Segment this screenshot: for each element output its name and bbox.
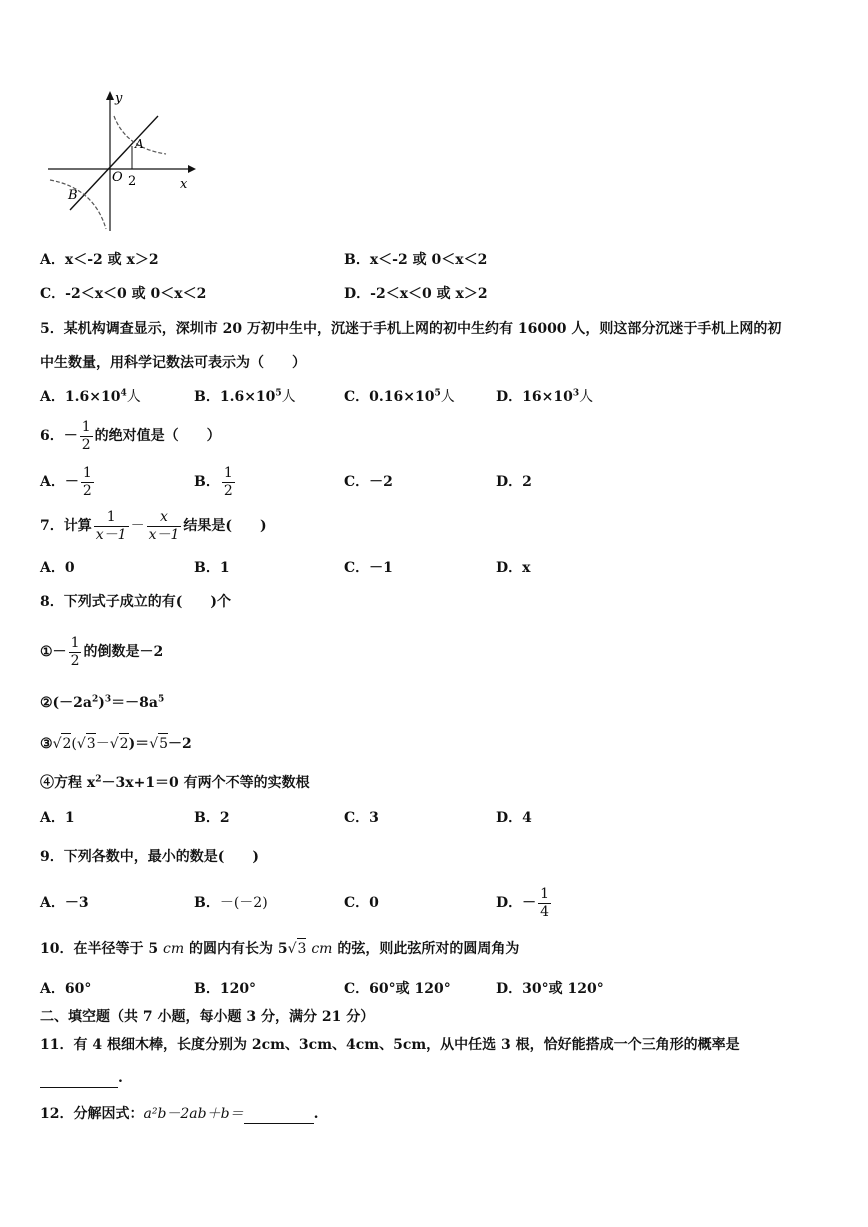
q4-option-c[interactable]: C．-2＜x＜0 或 0＜x＜2 [40,286,207,302]
q7-option-a[interactable]: A．0 [40,560,75,576]
q11-answer-line: . [40,1068,123,1088]
q7-option-b[interactable]: B．1 [194,560,230,576]
q6-option-a[interactable]: A．－ $\frac{1}{2}$ [40,464,92,499]
q5-option-d[interactable]: D．$16\times 10^3$人 [496,388,594,405]
q8-statement-2: $②(-2a^2)^3=-8a^5$ [40,694,165,711]
q8-option-b[interactable]: B．2 [194,810,230,826]
label-x: x [180,177,188,192]
q7-option-c[interactable]: C．－1 [344,560,393,576]
q9-option-d[interactable]: D．－ $\frac{1}{4}$ [496,885,550,920]
q4-option-b[interactable]: B．x＜-2 或 0＜x＜2 [344,252,488,268]
q5-stem-cont: 中生数量，用科学记数法可表示为（ ） [40,355,306,371]
q8-option-d[interactable]: D．4 [496,810,532,826]
fraction-1: $\frac{1}{x-1}$ [95,508,127,543]
linear-function-line [70,116,158,210]
fraction: $\frac{1}{2}$ [81,418,91,453]
q9-option-b[interactable]: B．－(－2) [194,895,268,911]
q6-option-c[interactable]: C．－2 [344,474,393,490]
q6-option-d[interactable]: D．2 [496,474,532,490]
q6-option-b[interactable]: B． $\frac{1}{2}$ [194,464,233,499]
function-graph [44,86,204,236]
label-point-b: B [68,188,78,203]
y-axis-arrow [106,91,114,100]
q5-option-c[interactable]: C．$0.16\times 10^5$人 [344,388,455,405]
q10-option-a[interactable]: A．60° [40,981,92,997]
q8-statement-4: ④方程 $x^2-3x+1=0$ 有两个不等的实数根 [40,774,310,791]
q4-option-d[interactable]: D．-2＜x＜0 或 x＞2 [344,286,488,302]
q7-stem: 7．计算 $\frac{1}{x-1}$ － $\frac{x}{x-1}$ 结果是( ) [40,508,267,543]
x-axis-arrow [188,165,196,173]
q10-option-d[interactable]: D．30°或 120° [496,981,604,997]
label-origin: O [112,170,123,185]
q8-stem: 8．下列式子成立的有( )个 [40,594,231,610]
q5-option-a[interactable]: A．$1.6\times 10^4$人 [40,388,141,405]
q9-stem: 9．下列各数中，最小的数是( ) [40,849,259,865]
fraction: $\frac{1}{2}$ [82,464,92,499]
q4-option-a[interactable]: A．x＜-2 或 x＞2 [40,252,159,268]
q9-option-a[interactable]: A．－3 [40,895,89,911]
q8-statement-1: ①－ $\frac{1}{2}$ 的倒数是－2 [40,634,164,669]
fraction: $\frac{1}{2}$ [223,464,233,499]
q8-statement-3: ③√2(√3－√2)＝√5－2 [40,733,192,754]
q9-option-c[interactable]: C．0 [344,895,379,911]
q6-stem: 6．－ $\frac{1}{2}$ 的绝对值是（ ） [40,418,221,453]
label-point-a: A [135,137,144,151]
q8-option-a[interactable]: A．1 [40,810,75,826]
q5-option-b[interactable]: B．$1.6\times 10^5$人 [194,388,296,405]
label-two: 2 [128,174,137,189]
fraction: $\frac{1}{2}$ [70,634,80,669]
q7-option-d[interactable]: D．x [496,560,531,576]
q11-answer-blank[interactable] [40,1069,118,1088]
q10-option-c[interactable]: C．60°或 120° [344,981,451,997]
q10-option-b[interactable]: B．120° [194,981,257,997]
q8-option-c[interactable]: C．3 [344,810,379,826]
fraction-2: $\frac{x}{x-1}$ [148,508,180,543]
fraction: $\frac{1}{4}$ [540,885,550,920]
q5-stem: 5．某机构调查显示，深圳市 20 万初中生中，沉迷于手机上网的初中生约有 16000 人，则这部分沉迷于手机上网的初 [40,321,782,337]
q12-stem: 12．分解因式：a²b－2ab＋b＝ . [40,1106,319,1122]
q12-answer-blank[interactable] [244,1105,314,1124]
hyperbola-branch-third-quadrant [50,180,106,229]
q11-stem: 11．有 4 根细木棒，长度分别为 2cm、3cm、4cm、5cm，从中任选 3 根，恰好能搭成一个三角形的概率是 [40,1037,740,1053]
label-y: y [115,91,123,106]
q10-stem: 10．在半径等于 5 cm 的圆内有长为 5√3 cm 的弦，则此弦所对的圆周角为 [40,938,519,959]
section-heading: 二、填空题（共 7 小题，每小题 3 分，满分 21 分） [40,1009,375,1025]
